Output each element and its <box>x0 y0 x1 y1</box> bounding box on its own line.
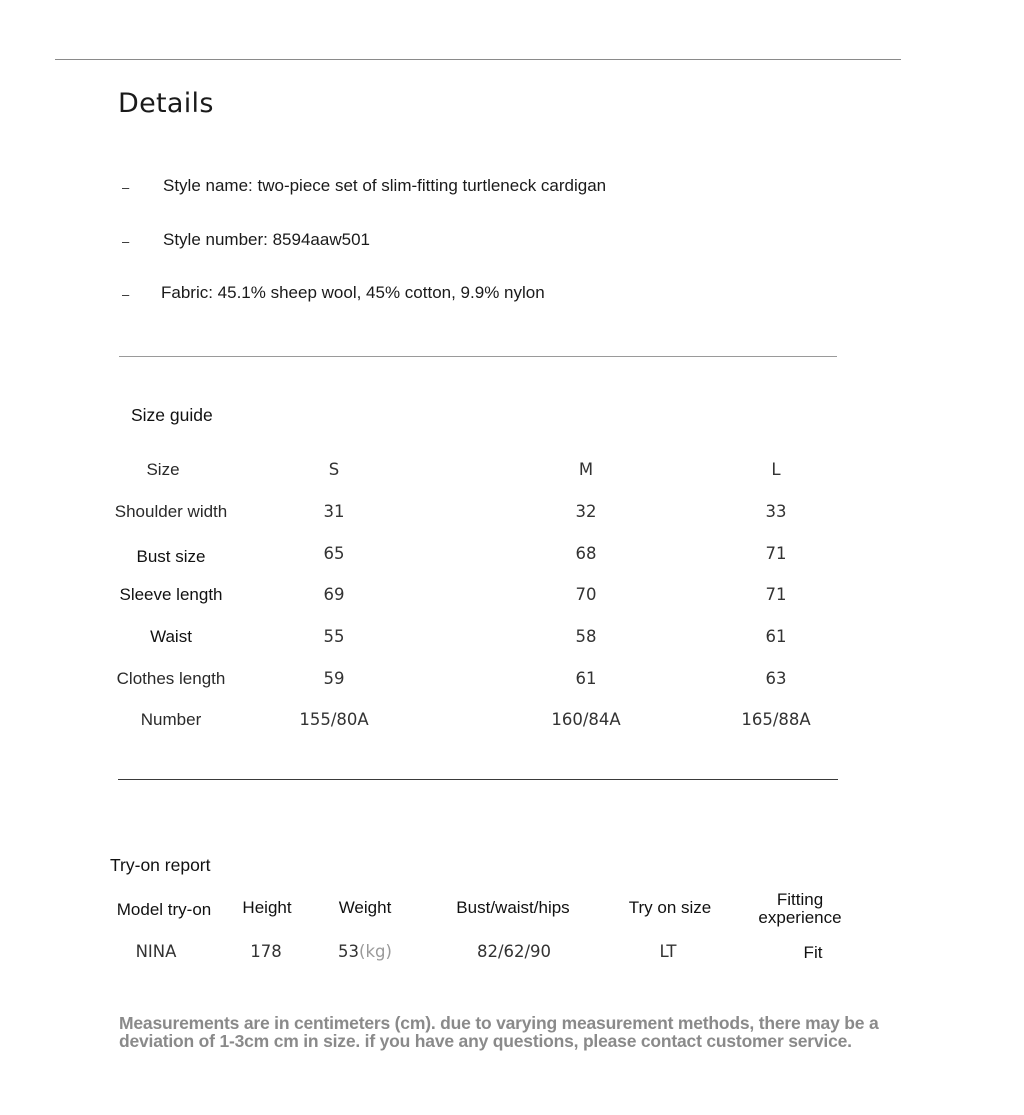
size-header-s: S <box>328 460 340 479</box>
try-on-weight <box>338 942 392 961</box>
try-on-bust-waist-hips: 82/62/90 <box>476 942 552 961</box>
measurement-note <box>119 1014 899 1050</box>
section-divider <box>118 779 838 780</box>
table-cell: 58 <box>575 627 597 646</box>
top-divider <box>55 59 901 60</box>
detail-bullet: – <box>122 180 130 195</box>
row-label-sleeve-length: Sleeve length <box>119 585 223 604</box>
try-on-report-title: Try-on report <box>110 855 211 875</box>
size-header-label: Size <box>146 460 180 479</box>
table-cell: 63 <box>765 669 787 688</box>
table-cell: 33 <box>765 502 787 521</box>
table-cell: 71 <box>765 585 787 604</box>
col-header-model: Model try-on <box>116 900 212 919</box>
detail-style-name: Style name: two-piece set of slim-fitting turtleneck cardigan <box>163 176 607 195</box>
size-header-m: M <box>578 460 594 479</box>
detail-style-number: Style number: 8594aaw501 <box>163 230 370 249</box>
table-cell: 160/84A <box>551 710 621 729</box>
try-on-fit: Fit <box>803 943 823 962</box>
try-on-weight-unit: (kg) <box>359 942 392 961</box>
size-header-l: L <box>771 460 781 479</box>
table-cell: 165/88A <box>741 710 811 729</box>
col-header-fitting-line1: Fitting <box>776 890 824 909</box>
measurement-note-line1: Measurements are in centimeters (cm). due to varying measurement methods, there may be a <box>119 1013 879 1033</box>
row-label-number: Number <box>140 710 202 729</box>
try-on-size: LT <box>659 942 677 961</box>
row-label-shoulder-width: Shoulder width <box>114 502 228 521</box>
detail-bullet: – <box>122 287 130 302</box>
table-cell: 65 <box>323 544 345 563</box>
size-guide-title: Size guide <box>131 405 213 425</box>
try-on-height: 178 <box>250 942 282 961</box>
col-header-try-on-size: Try on size <box>628 898 712 917</box>
measurement-note-line2: deviation of 1-3cm cm in size. if you have any questions, please contact customer service. <box>119 1031 852 1051</box>
table-cell: 71 <box>765 544 787 563</box>
col-header-fitting-line2: experience <box>758 908 842 927</box>
table-cell: 70 <box>575 585 597 604</box>
detail-bullet: – <box>122 234 130 249</box>
row-label-waist: Waist <box>150 627 192 646</box>
table-cell: 31 <box>323 502 345 521</box>
table-cell: 61 <box>765 627 787 646</box>
table-cell: 68 <box>575 544 597 563</box>
detail-fabric: Fabric: 45.1% sheep wool, 45% cotton, 9.9% nylon <box>161 283 545 302</box>
col-header-weight: Weight <box>338 898 392 917</box>
col-header-bust-waist-hips: Bust/waist/hips <box>456 898 570 917</box>
details-title: Details <box>118 88 214 119</box>
col-header-fitting-experience <box>758 891 841 927</box>
col-header-height: Height <box>242 898 292 917</box>
table-cell: 59 <box>323 669 345 688</box>
try-on-model-name: NINA <box>135 942 177 961</box>
table-cell: 69 <box>323 585 345 604</box>
table-cell: 155/80A <box>299 710 369 729</box>
try-on-weight-value: 53 <box>338 942 360 961</box>
row-label-clothes-length: Clothes length <box>116 669 226 688</box>
table-cell: 61 <box>575 669 597 688</box>
table-cell: 55 <box>323 627 345 646</box>
row-label-bust-size: Bust size <box>136 547 206 566</box>
section-divider <box>119 356 837 357</box>
table-cell: 32 <box>575 502 597 521</box>
